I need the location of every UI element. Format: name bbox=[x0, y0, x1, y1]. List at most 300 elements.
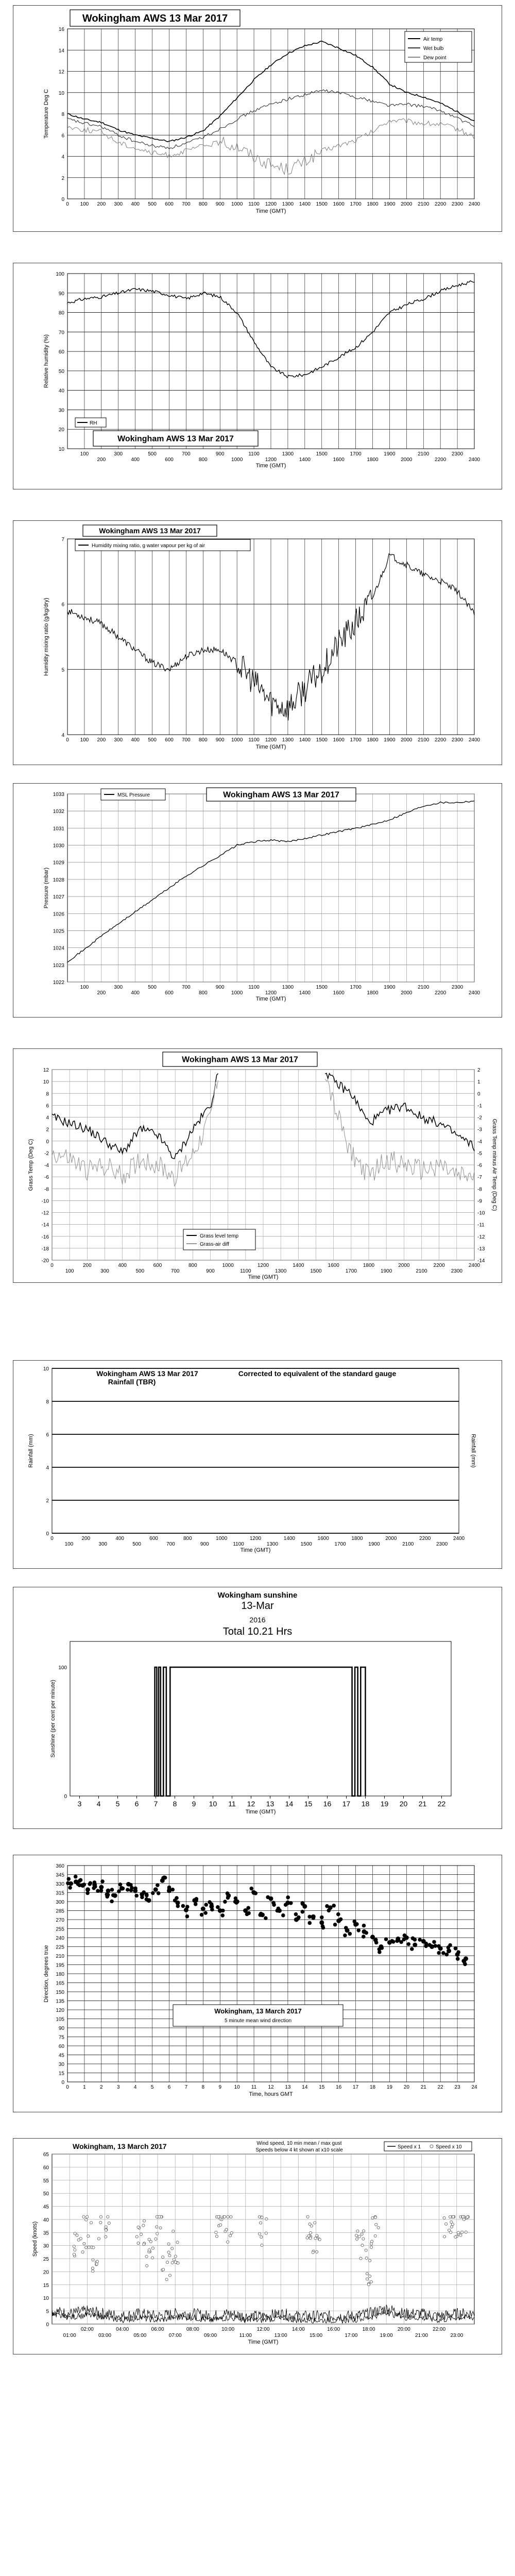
x-tick-label: 12 bbox=[268, 2084, 274, 2090]
x-tick-label: 400 bbox=[131, 737, 140, 743]
data-point-x10 bbox=[360, 2233, 363, 2235]
x-tick-label: 20 bbox=[403, 2084, 409, 2090]
x-tick-label: 10 bbox=[234, 2084, 240, 2090]
data-point bbox=[437, 1944, 441, 1948]
data-point-x10 bbox=[171, 2247, 174, 2250]
data-point-x10 bbox=[215, 2231, 217, 2234]
data-point-x10 bbox=[450, 2226, 453, 2228]
x-tick-label: 3 bbox=[77, 1800, 82, 1808]
data-point-x10 bbox=[162, 2268, 165, 2271]
y-tick-label: -20 bbox=[41, 1258, 49, 1264]
data-point bbox=[223, 1900, 227, 1904]
y-right-tick-label: -6 bbox=[477, 1163, 482, 1168]
data-point bbox=[301, 1910, 305, 1914]
data-point-x10 bbox=[370, 2280, 372, 2283]
y-tick-label: 12 bbox=[58, 69, 64, 75]
temperature-chart-panel bbox=[13, 5, 502, 232]
y-tick-label: 1033 bbox=[53, 792, 64, 798]
y-tick-label: 255 bbox=[56, 1926, 64, 1933]
x-tick-label: 20 bbox=[399, 1800, 408, 1808]
chart-year: 2016 bbox=[249, 1616, 266, 1624]
y-tick-label: 225 bbox=[56, 1944, 64, 1951]
data-point-x10 bbox=[356, 2230, 359, 2232]
x-tick-label: 700 bbox=[182, 985, 191, 990]
x-tick-label: 900 bbox=[215, 737, 225, 743]
x-tick-label: 2400 bbox=[468, 201, 480, 207]
chart-note: Corrected to equivalent of the standard gauge bbox=[238, 1369, 397, 1378]
y-right-tick-label: -7 bbox=[477, 1175, 482, 1181]
x-axis-label: Time (GMT) bbox=[255, 996, 286, 1002]
x-tick-label: 2300 bbox=[451, 985, 464, 990]
x-tick-label: 2300 bbox=[451, 737, 464, 743]
data-point bbox=[294, 1912, 298, 1917]
x-tick-label: 0 bbox=[66, 737, 69, 743]
x-axis-label: Time (GMT) bbox=[255, 463, 286, 469]
x-tick-label: 16 bbox=[336, 2084, 342, 2090]
temperature-chart bbox=[13, 6, 502, 231]
x-tick-label: 1000 bbox=[222, 1263, 234, 1268]
data-point-x10 bbox=[81, 2251, 84, 2253]
data-point bbox=[82, 1883, 87, 1887]
x-tick-label: 1200 bbox=[265, 457, 277, 463]
data-point-x10 bbox=[171, 2261, 174, 2264]
y-right-tick-label: -13 bbox=[477, 1246, 485, 1252]
data-point bbox=[321, 1926, 325, 1930]
y-right-axis-label: Rainfall (mm) bbox=[470, 1434, 476, 1468]
data-point-x10 bbox=[143, 2243, 145, 2246]
x-tick-label: 1700 bbox=[350, 201, 362, 207]
x-tick-label: 200 bbox=[97, 737, 106, 743]
data-point bbox=[194, 1902, 198, 1906]
x-tick-label: 1100 bbox=[233, 1541, 244, 1547]
data-point-x10 bbox=[217, 2215, 219, 2218]
x-tick-label: 1300 bbox=[282, 201, 294, 207]
data-point-x10 bbox=[462, 2218, 465, 2221]
y-tick-label: 16 bbox=[58, 27, 64, 32]
data-point-x10 bbox=[466, 2216, 469, 2218]
x-tick-label: 2400 bbox=[468, 737, 480, 743]
data-point-x10 bbox=[307, 2234, 310, 2237]
data-point bbox=[308, 1921, 312, 1925]
data-point-x10 bbox=[162, 2256, 164, 2258]
x-tick-label: 18:00 bbox=[362, 2327, 375, 2332]
y-tick-label: 60 bbox=[58, 2044, 64, 2049]
data-point-x10 bbox=[443, 2235, 446, 2238]
data-point bbox=[110, 1888, 114, 1892]
data-point-x10 bbox=[82, 2215, 85, 2218]
y-tick-label: 90 bbox=[58, 2026, 64, 2031]
data-point bbox=[327, 1909, 331, 1913]
x-tick-label: 1800 bbox=[367, 990, 379, 996]
x-tick-label: 100 bbox=[80, 737, 89, 743]
y-tick-label: 50 bbox=[58, 368, 64, 375]
x-tick-label: 900 bbox=[206, 1268, 215, 1274]
x-tick-label: 300 bbox=[114, 451, 123, 457]
x-axis-label: Time (GMT) bbox=[240, 1547, 271, 1553]
x-tick-label: 1 bbox=[83, 2084, 86, 2090]
x-tick-label: 200 bbox=[97, 201, 106, 207]
y-right-tick-label: 2 bbox=[477, 1067, 480, 1073]
legend-label: Humidity mixing ratio, g water vapour per kg of air bbox=[92, 543, 205, 549]
data-point-x10 bbox=[73, 2253, 75, 2256]
y-tick-label: 165 bbox=[56, 1980, 64, 1987]
data-point-x10 bbox=[461, 2215, 464, 2218]
data-point bbox=[445, 1953, 449, 1957]
humidity-chart-panel bbox=[13, 263, 502, 489]
y-tick-label: 0 bbox=[46, 1139, 49, 1145]
data-point bbox=[93, 1880, 97, 1885]
x-tick-label: 21:00 bbox=[415, 2333, 428, 2338]
data-point bbox=[319, 1920, 324, 1925]
data-point bbox=[441, 1951, 445, 1955]
x-tick-label: 2000 bbox=[401, 737, 413, 743]
data-point-x10 bbox=[174, 2261, 177, 2263]
x-tick-label: 1300 bbox=[282, 737, 294, 743]
x-tick-label: 18 bbox=[369, 2084, 376, 2090]
data-point-x10 bbox=[318, 2238, 321, 2241]
x-tick-label: 1600 bbox=[333, 457, 345, 463]
x-tick-label: 2400 bbox=[468, 1263, 480, 1268]
data-point-x10 bbox=[73, 2245, 75, 2248]
data-point bbox=[364, 1931, 368, 1935]
x-tick-label: 100 bbox=[65, 1268, 74, 1274]
y-tick-label: 90 bbox=[58, 291, 64, 297]
data-point-x10 bbox=[142, 2224, 145, 2227]
data-point bbox=[362, 1924, 366, 1928]
data-point-x10 bbox=[167, 2251, 170, 2253]
x-axis-label: Time (GMT) bbox=[245, 1809, 276, 1815]
y-tick-label: 210 bbox=[56, 1954, 64, 1959]
x-tick-label: 0 bbox=[66, 201, 69, 207]
data-point-x10 bbox=[309, 2231, 312, 2234]
y-tick-label: -10 bbox=[41, 1198, 49, 1205]
x-tick-label: 500 bbox=[148, 451, 157, 457]
data-point-x10 bbox=[459, 2234, 462, 2236]
x-tick-label: 2100 bbox=[418, 985, 430, 990]
x-tick-label: 21 bbox=[420, 2084, 426, 2090]
x-axis-label: Time, hours GMT bbox=[249, 2091, 293, 2097]
x-tick-label: 1300 bbox=[275, 1268, 287, 1274]
data-point-x10 bbox=[306, 2215, 309, 2218]
x-tick-label: 2000 bbox=[398, 1263, 410, 1268]
x-tick-label: 1100 bbox=[248, 451, 260, 457]
x-tick-label: 700 bbox=[182, 451, 191, 457]
y-tick-label: 75 bbox=[58, 2035, 64, 2041]
data-point-x10 bbox=[361, 2244, 364, 2247]
y-tick-label: 12 bbox=[43, 1067, 49, 1073]
data-point-x10 bbox=[370, 2246, 372, 2248]
y-tick-label: 5 bbox=[46, 2309, 49, 2315]
data-point bbox=[245, 1912, 249, 1917]
x-tick-label: 2200 bbox=[435, 990, 447, 996]
data-point-x10 bbox=[107, 2215, 109, 2218]
x-tick-label: 1500 bbox=[300, 1541, 312, 1547]
y-tick-label: 1025 bbox=[53, 928, 64, 935]
x-tick-label: 19 bbox=[386, 2084, 392, 2090]
y-tick-label: 5 bbox=[61, 667, 64, 673]
x-tick-label: 800 bbox=[188, 1263, 197, 1268]
x-tick-label: 100 bbox=[80, 201, 89, 207]
data-point-x10 bbox=[225, 2228, 228, 2231]
x-tick-label: 1500 bbox=[316, 737, 328, 743]
data-point bbox=[194, 1899, 198, 1903]
data-point-x10 bbox=[151, 2257, 154, 2259]
data-point-x10 bbox=[158, 2215, 161, 2218]
data-point-x10 bbox=[85, 2218, 88, 2221]
data-point bbox=[130, 1886, 134, 1890]
y-tick-label: 14 bbox=[58, 48, 64, 54]
y-tick-label: 50 bbox=[43, 2191, 49, 2197]
x-tick-label: 1300 bbox=[266, 1541, 279, 1547]
data-point-x10 bbox=[173, 2258, 175, 2261]
data-point bbox=[357, 1928, 361, 1933]
data-point bbox=[454, 1946, 458, 1951]
x-tick-label: 2100 bbox=[418, 201, 430, 207]
x-tick-label: 11 bbox=[228, 1800, 236, 1808]
x-tick-label: 2000 bbox=[401, 457, 413, 463]
x-tick-label: 2200 bbox=[435, 737, 447, 743]
y-tick-label: 10 bbox=[58, 90, 64, 96]
data-point-x10 bbox=[105, 2226, 107, 2228]
data-point-x10 bbox=[260, 2236, 263, 2239]
y-tick-label: 120 bbox=[56, 2008, 64, 2013]
data-point bbox=[145, 1893, 149, 1897]
data-point-x10 bbox=[366, 2278, 368, 2280]
data-point-x10 bbox=[265, 2217, 268, 2220]
y-tick-label: 65 bbox=[43, 2152, 49, 2158]
x-tick-label: 300 bbox=[114, 201, 123, 207]
x-tick-label: 1900 bbox=[368, 1541, 380, 1547]
data-point bbox=[301, 1902, 305, 1906]
data-point bbox=[156, 1883, 160, 1887]
data-point-x10 bbox=[363, 2230, 365, 2232]
chart-date: 13-Mar bbox=[241, 1600, 274, 1612]
data-point-x10 bbox=[91, 2267, 94, 2269]
data-point bbox=[259, 1912, 263, 1916]
data-point bbox=[234, 1901, 238, 1905]
data-point-x10 bbox=[99, 2215, 102, 2218]
data-point bbox=[100, 1879, 105, 1884]
data-point-x10 bbox=[445, 2223, 448, 2225]
data-point-x10 bbox=[156, 2232, 159, 2235]
data-point-x10 bbox=[316, 2234, 318, 2237]
chart-title: Wokingham, 13 March 2017 bbox=[214, 2007, 302, 2015]
x-tick-label: 2200 bbox=[433, 1263, 445, 1268]
x-tick-label: 1300 bbox=[282, 451, 294, 457]
y-tick-label: 10 bbox=[43, 1366, 49, 1372]
data-point bbox=[271, 1901, 276, 1905]
data-point-x10 bbox=[375, 2223, 377, 2226]
y-tick-label: 330 bbox=[56, 1882, 64, 1887]
data-point-x10 bbox=[168, 2274, 171, 2277]
y-tick-label: 1022 bbox=[53, 980, 64, 986]
data-point bbox=[208, 1900, 212, 1904]
data-point bbox=[167, 1886, 171, 1890]
x-tick-label: 2400 bbox=[468, 457, 480, 463]
x-tick-label: 1100 bbox=[248, 737, 260, 743]
data-point bbox=[210, 1908, 214, 1912]
data-point bbox=[67, 1877, 71, 1881]
x-tick-label: 13:00 bbox=[274, 2333, 287, 2338]
data-point-x10 bbox=[261, 2244, 263, 2246]
data-point bbox=[343, 1934, 347, 1938]
data-point bbox=[163, 1876, 167, 1880]
y-right-tick-label: -10 bbox=[477, 1210, 485, 1216]
x-tick-label: 1900 bbox=[384, 451, 396, 457]
x-tick-label: 1000 bbox=[231, 457, 243, 463]
data-point bbox=[89, 1881, 93, 1885]
data-point bbox=[145, 1897, 149, 1902]
y-right-tick-label: -3 bbox=[477, 1127, 482, 1133]
x-tick-label: 2 bbox=[100, 2084, 103, 2090]
data-point-x10 bbox=[449, 2215, 452, 2218]
data-point bbox=[106, 1889, 111, 1893]
x-tick-label: 1800 bbox=[363, 1263, 375, 1268]
data-point-x10 bbox=[377, 2226, 380, 2229]
y-tick-label: 300 bbox=[56, 1900, 64, 1905]
x-tick-label: 400 bbox=[131, 201, 140, 207]
x-tick-label: 23:00 bbox=[450, 2333, 464, 2338]
x-tick-label: 2400 bbox=[453, 1536, 465, 1541]
data-point-x10 bbox=[137, 2242, 140, 2244]
x-tick-label: 1700 bbox=[350, 737, 362, 743]
y-axis-label: Relative humidity (%) bbox=[43, 334, 49, 388]
y-right-tick-label: -12 bbox=[477, 1234, 485, 1240]
data-point bbox=[284, 1903, 288, 1907]
x-tick-label: 1200 bbox=[265, 201, 277, 207]
data-point-x10 bbox=[97, 2238, 100, 2240]
x-tick-label: 19:00 bbox=[380, 2333, 393, 2338]
y-tick-label: 2 bbox=[46, 1498, 49, 1504]
x-tick-label: 700 bbox=[170, 1268, 180, 1274]
y-tick-label: 4 bbox=[61, 733, 64, 738]
x-tick-label: 700 bbox=[166, 1541, 175, 1547]
x-tick-label: 02:00 bbox=[80, 2327, 94, 2332]
x-tick-label: 200 bbox=[82, 1263, 92, 1268]
y-axis-label: Rainfall (mm) bbox=[28, 1434, 34, 1468]
y-tick-label: 180 bbox=[56, 1972, 64, 1977]
data-point bbox=[281, 1913, 285, 1918]
y-tick-label: 0 bbox=[46, 2322, 49, 2328]
data-point-x10 bbox=[96, 2260, 98, 2263]
y-tick-label: -12 bbox=[41, 1210, 49, 1216]
x-tick-label: 1400 bbox=[299, 201, 311, 207]
data-point bbox=[461, 1959, 466, 1963]
x-tick-label: 14 bbox=[302, 2084, 308, 2090]
chart-title: Wokingham AWS 13 Mar 2017 bbox=[223, 790, 339, 800]
x-tick-label: 10:00 bbox=[221, 2327, 235, 2332]
data-point bbox=[153, 1887, 158, 1892]
x-tick-label: 1600 bbox=[333, 201, 345, 207]
chart-total: Total 10.21 Hrs bbox=[222, 1626, 293, 1637]
data-point-x10 bbox=[159, 2227, 162, 2229]
x-tick-label: 1000 bbox=[231, 990, 243, 996]
data-point-x10 bbox=[88, 2246, 90, 2248]
data-point-x10 bbox=[83, 2242, 85, 2245]
x-tick-label: 500 bbox=[148, 737, 157, 743]
y-right-tick-label: -4 bbox=[477, 1139, 482, 1145]
data-point bbox=[201, 1907, 205, 1911]
x-tick-label: 1100 bbox=[248, 985, 260, 990]
x-tick-label: 14 bbox=[285, 1800, 294, 1808]
x-axis-label: Time (GMT) bbox=[248, 2339, 279, 2345]
chart-subtitle: Rainfall (TBR) bbox=[108, 1378, 156, 1386]
data-point-x10 bbox=[356, 2238, 358, 2240]
data-point bbox=[336, 1912, 340, 1917]
y-tick-label: 0 bbox=[64, 1794, 67, 1800]
y-tick-label: 105 bbox=[56, 2016, 64, 2023]
data-point bbox=[226, 1896, 230, 1900]
data-point bbox=[410, 1947, 414, 1951]
data-point bbox=[85, 1891, 90, 1895]
x-tick-label: 2000 bbox=[401, 201, 413, 207]
x-tick-label: 800 bbox=[198, 737, 208, 743]
x-tick-label: 15 bbox=[304, 1800, 313, 1808]
data-point bbox=[307, 1915, 312, 1919]
y-tick-label: 10 bbox=[43, 1079, 49, 1086]
y-tick-label: 20 bbox=[58, 427, 64, 433]
x-tick-label: 8 bbox=[201, 2084, 205, 2090]
x-tick-label: 1000 bbox=[231, 201, 243, 207]
x-tick-label: 1600 bbox=[317, 1536, 329, 1541]
data-point-x10 bbox=[366, 2273, 368, 2275]
y-tick-label: 360 bbox=[56, 1863, 64, 1869]
x-tick-label: 200 bbox=[97, 457, 106, 463]
x-tick-label: 1000 bbox=[231, 737, 243, 743]
legend-label: Grass level temp bbox=[200, 1233, 239, 1239]
y-tick-label: 1024 bbox=[53, 945, 64, 952]
data-point-x10 bbox=[374, 2216, 376, 2218]
x-tick-label: 8 bbox=[173, 1800, 177, 1808]
data-point bbox=[296, 1917, 300, 1921]
x-tick-label: 100 bbox=[64, 1541, 74, 1547]
x-tick-label: 17 bbox=[342, 1800, 351, 1808]
y-tick-label: 1030 bbox=[53, 843, 64, 849]
y-tick-label: 4 bbox=[46, 1465, 49, 1471]
data-point-x10 bbox=[258, 2232, 261, 2235]
data-point bbox=[141, 1892, 145, 1896]
data-point-x10 bbox=[260, 2222, 262, 2224]
data-point bbox=[176, 1904, 180, 1908]
x-tick-label: 600 bbox=[165, 990, 174, 996]
y-right-tick-label: -2 bbox=[477, 1115, 482, 1121]
data-point-x10 bbox=[308, 2223, 311, 2226]
data-point bbox=[332, 1904, 336, 1908]
x-tick-label: 5 bbox=[150, 2084, 154, 2090]
y-right-tick-label: -9 bbox=[477, 1198, 482, 1205]
data-point-x10 bbox=[355, 2234, 358, 2236]
data-point bbox=[373, 1938, 377, 1942]
data-point-x10 bbox=[374, 2234, 376, 2237]
data-point bbox=[111, 1893, 115, 1897]
data-point bbox=[456, 1957, 460, 1961]
y-tick-label: 1028 bbox=[53, 877, 64, 883]
x-tick-label: 1200 bbox=[265, 990, 277, 996]
data-point-x10 bbox=[90, 2222, 93, 2224]
data-point bbox=[251, 1890, 255, 1894]
data-point-x10 bbox=[461, 2231, 464, 2233]
x-tick-label: 16:00 bbox=[327, 2327, 340, 2332]
y-right-tick-label: -8 bbox=[477, 1187, 482, 1193]
y-tick-label: 6 bbox=[61, 133, 64, 139]
y-tick-label: 45 bbox=[58, 2053, 64, 2059]
chart-title: Wokingham, 13 March 2017 bbox=[73, 2142, 167, 2150]
y-tick-label: 20 bbox=[43, 2269, 49, 2276]
y-tick-label: 6 bbox=[46, 1432, 49, 1438]
x-tick-label: 1800 bbox=[351, 1536, 363, 1541]
rainfall-chart bbox=[13, 1361, 502, 1568]
data-point-x10 bbox=[137, 2226, 140, 2228]
